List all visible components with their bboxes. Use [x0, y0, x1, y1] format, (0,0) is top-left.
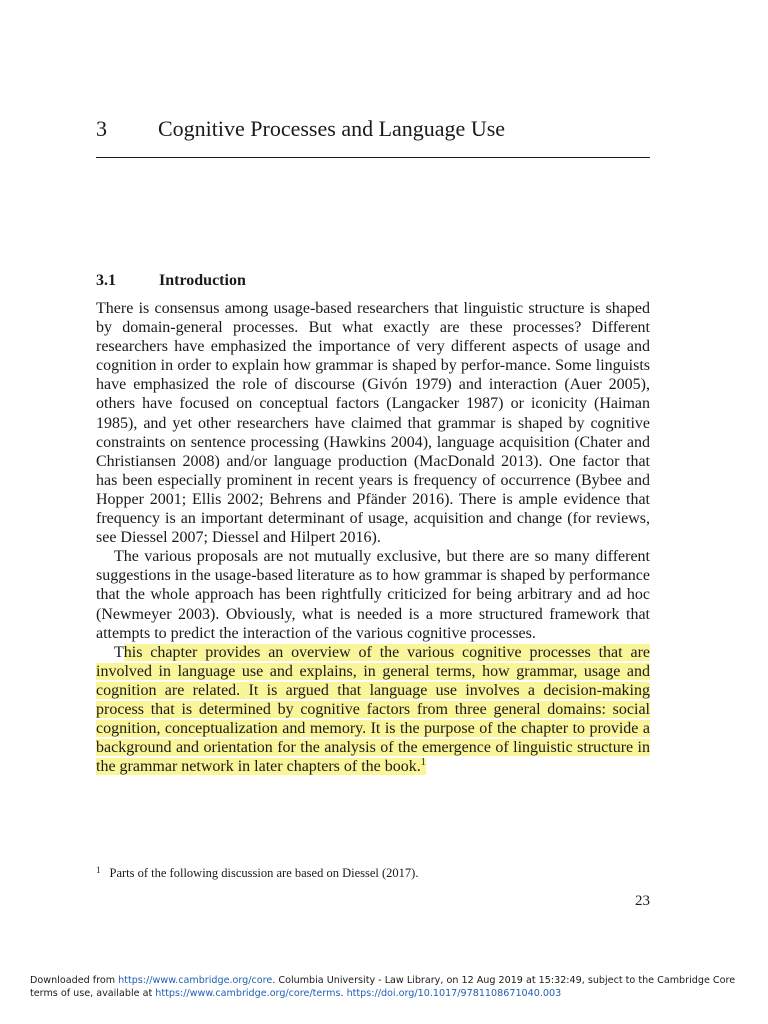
page-number: 23 [635, 893, 650, 909]
chapter-divider [96, 157, 650, 158]
section-number: 3.1 [96, 272, 116, 289]
paragraph-1: There is consensus among usage-based researchers that linguistic structure is shaped by domain-general processes. But what exactly are these processes? Different researchers have emphasized the importance of very different aspects of usage and cognition in order to explain how grammar is shaped by perfor-mance. Some linguists have emphasized the role of discourse (Givón 1979) and interaction (Auer 2005), others have focused on conceptual factors (Langacker 1987) or iconicity (Haiman 1985), and yet other researchers have claimed that grammar is shaped by cognitive constraints on sentence processing (Hawkins 2004), language acquisition (Chater and Christiansen 2008) and/or language production (MacDonald 2013). One factor that has been especially prominent in recent years is frequency of occurrence (Bybee and Hopper 2001; Ellis 2002; Behrens and Pfänder 2016). There is ample evidence that frequency is an important determinant of usage, acquisition and change (for reviews, see Diessel 2007; Diessel and Hilpert 2016). [96, 300, 650, 547]
download-note-part-1: Downloaded from [30, 975, 119, 986]
download-notice [30, 974, 750, 1000]
body-text [96, 299, 650, 776]
footnote-number: 1 [96, 865, 101, 875]
paragraph-3 [96, 643, 650, 777]
chapter-number: 3 [96, 116, 107, 141]
cambridge-core-link[interactable]: https://www.cambridge.org/core [118, 975, 273, 986]
paragraph-2: The various proposals are not mutually exclusive, but there are so many different suggestions in the usage-based literature as to how grammar is shaped by performance that the whole approach has been rightfully criticized for being arbitrary and ad hoc (Newmeyer 2003). Obviously, what is needed is a more structured framework that attempts to predict the interaction of the various cognitive processes. [96, 548, 650, 642]
highlighted-passage [96, 644, 650, 776]
footnote [96, 862, 650, 881]
terms-link[interactable]: https://www.cambridge.org/core/terms [155, 988, 341, 999]
footnote-marker[interactable]: 1 [420, 757, 426, 769]
highlighted-text: his chapter provides an overview of the various cognitive processes that are involved in language use and explains, in general terms, how grammar, usage and cognition are related. It is argued that language use involves a decision-making process that is determined by cognitive factors from three general domains: social cognition, conceptualization and memory. It is the purpose of the chapter to provide a background and orientation for the analysis of the emergence of linguistic structure in the grammar network in later chapters of the book. [96, 643, 650, 776]
section-heading [96, 271, 246, 291]
footnote-text: Parts of the following discussion are based on Diessel (2017). [109, 866, 419, 880]
chapter-title: Cognitive Processes and Language Use [158, 116, 506, 141]
doi-link[interactable]: https://doi.org/10.1017/9781108671040.003 [346, 988, 562, 999]
download-note-part-3: . [340, 988, 347, 999]
download-note-part-2: . Columbia University - Law Library, on 12 Aug 2019 at 15:32:49, subject to the Cambridge Core terms of use, available at [30, 975, 736, 999]
paragraph-3-lead: T [114, 643, 124, 661]
section-title: Introduction [159, 272, 246, 289]
chapter-heading [96, 116, 650, 142]
